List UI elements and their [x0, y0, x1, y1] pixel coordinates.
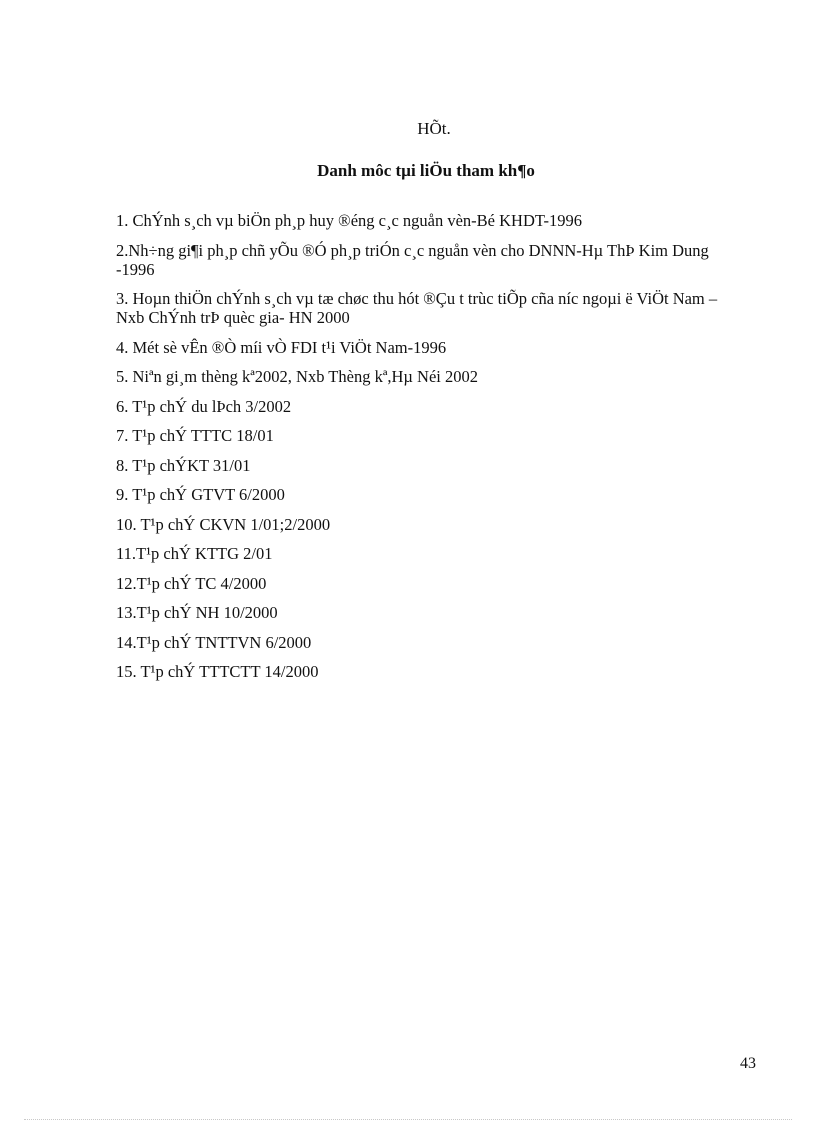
- reference-item: 11.T¹p chÝ KTTG 2/01: [116, 544, 273, 563]
- reference-item: 15. T¹p chÝ TTTCTT 14/2000: [116, 662, 319, 681]
- reference-item: 6. T¹p chÝ du lÞch 3/2002: [116, 396, 292, 416]
- end-marker: HÕt.: [417, 119, 451, 138]
- reference-item: 9. T¹p chÝ GTVT 6/2000: [116, 485, 285, 504]
- page-bottom-divider: [24, 1119, 792, 1120]
- reference-item: 2.Nh÷ng gi¶i ph¸p chñ yÕu ®Ó ph¸p triÓn c¸c nguån vèn cho DNNN-Hµ ThÞ Kim Dung -1996: [116, 240, 709, 279]
- reference-item: 4. Mét sè vÊn ®Ò míi vÒ FDI t¹i ViÖt Nam-1996: [116, 337, 447, 357]
- reference-item: 14.T¹p chÝ TNTTVN 6/2000: [116, 632, 312, 652]
- reference-item: 1. ChÝnh s¸ch vµ biÖn ph¸p huy ®éng c¸c nguån vèn-Bé KHDT-1996: [116, 211, 582, 230]
- reference-item: 7. T¹p chÝ TTTC 18/01: [116, 426, 274, 445]
- reference-item: 12.T¹p chÝ TC 4/2000: [116, 573, 267, 593]
- reference-item: 13.T¹p chÝ NH 10/2000: [116, 603, 278, 622]
- reference-item: 3. Hoµn thiÖn chÝnh s¸ch vµ tæ chøc thu hót ®Çu t trùc tiÕp cña níc ngoµi ë ViÖt Nam – Nxb ChÝnh trÞ quèc gia- HN 2000: [116, 289, 718, 327]
- reference-item: 5. Niªn gi¸m thèng kª2002, Nxb Thèng kª,Hµ Néi 2002: [116, 367, 478, 386]
- page-number: 43: [740, 1055, 756, 1072]
- reference-item: 8. T¹p chÝKT 31/01: [116, 455, 251, 475]
- reference-list: [116, 211, 740, 692]
- reference-item: 10. T¹p chÝ CKVN 1/01;2/2000: [116, 514, 331, 534]
- references-title: Danh môc tµi liÖu tham kh¶o: [317, 161, 535, 180]
